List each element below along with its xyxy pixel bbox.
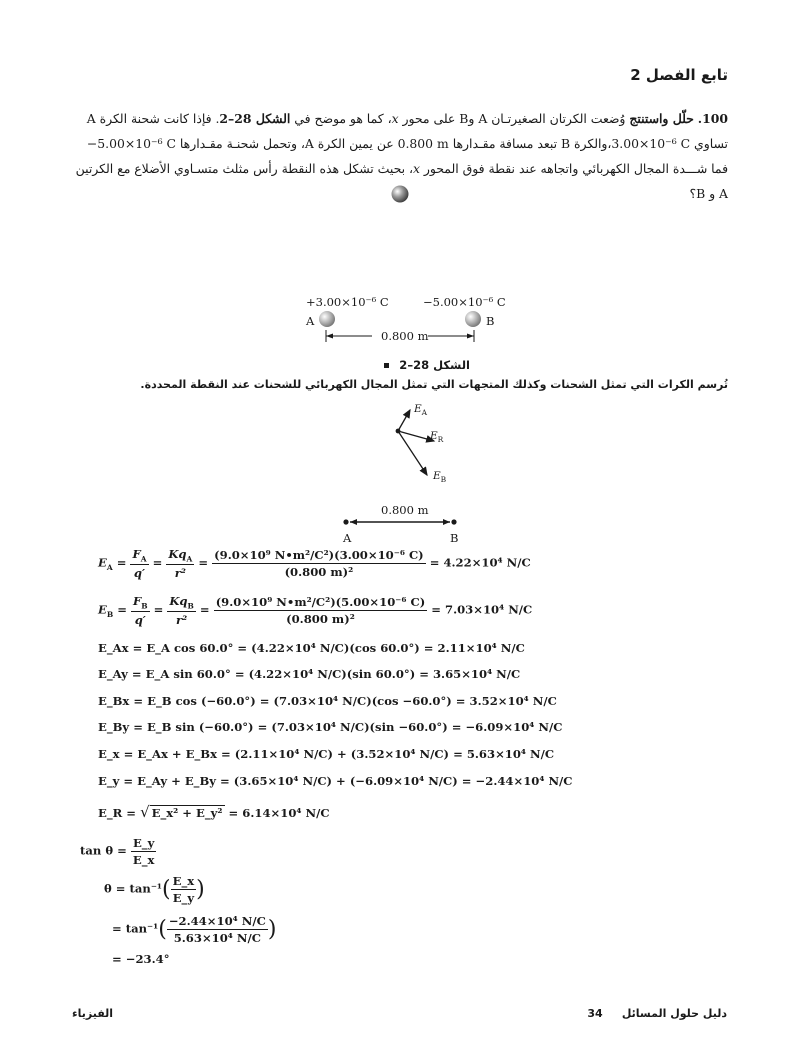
problem-text-3: . فإذا كانت شحنة الكرة A تساوي bbox=[86, 111, 728, 151]
field-vectors-diagram bbox=[390, 400, 470, 490]
equation-ebx: E_Bx = E_B cos (−60.0°) = (7.03×10⁴ N/C)(cos −60.0°) = 3.52×10⁴ N/C bbox=[98, 694, 557, 708]
solution-arrow-left bbox=[350, 519, 357, 525]
charge-a-label: +3.00×10⁻⁶ C bbox=[306, 295, 389, 309]
figure-caption-text: تُرسم الكرات التي تمثل الشحنات وكذلك المتجهات التي تمثل المجال الكهربائي للشحنات عند النقطة المحددة. bbox=[140, 378, 728, 391]
equation-ex: E_x = E_Ax + E_Bx = (2.11×10⁴ N/C) + (3.52×10⁴ N/C) = 5.63×10⁴ N/C bbox=[98, 747, 555, 761]
section-title: تابع الفصل 2 bbox=[630, 66, 728, 84]
solution-distance-label: 0.800 m bbox=[378, 503, 431, 517]
charge-b-value: −5.00×10⁻⁶ bbox=[86, 136, 163, 151]
footer-page-number: 34 bbox=[587, 1007, 603, 1020]
footer-subject: الفيزياء bbox=[72, 1007, 114, 1020]
equation-er: E_R = √ E_x² + E_y² = 6.14×10⁴ N/C bbox=[98, 803, 330, 821]
ea-force-fraction: $\frac{F_A}{q'}$ bbox=[132, 547, 147, 581]
equation-eby: E_By = E_B sin (−60.0°) = (7.03×10⁴ N/C)(sin −60.0°) = −6.09×10⁴ N/C bbox=[98, 720, 563, 734]
solution-point-a bbox=[343, 519, 348, 524]
problem-text-1: وُضعت الكرتان الصغيرتـان A وB على محور bbox=[398, 111, 630, 126]
axis-label: x bbox=[391, 111, 399, 126]
problem-text-4: ،والكرة B تبعد مسافة مقـدارها bbox=[448, 136, 612, 151]
footer-right bbox=[587, 1007, 727, 1020]
problem-text-2: ، كما هو موضح في bbox=[290, 111, 392, 126]
eb-value-fraction: $\frac{\text{(9.0×10⁹ N•m²/C²)(5.00×10⁻⁶ C)}}{\text{(0.800 m)²}}$ bbox=[215, 595, 426, 627]
sphere-b bbox=[465, 311, 481, 327]
separation-label: 0.800 m bbox=[381, 329, 429, 343]
sqrt-icon: √ bbox=[140, 803, 150, 821]
equation-tan: tan θ = $\frac{E\_y}{E\_x}$ bbox=[80, 836, 155, 867]
theta-fraction: $\frac{E\_x}{E\_y}$ bbox=[172, 874, 195, 905]
equation-eay: E_Ay = E_A sin 60.0° = (4.22×10⁴ N/C)(sin 60.0°) = 3.65×10⁴ N/C bbox=[98, 667, 521, 681]
equation-eax: E_Ax = E_A cos 60.0° = (4.22×10⁴ N/C)(cos 60.0°) = 2.11×10⁴ N/C bbox=[98, 641, 525, 655]
eb-coulomb-fraction: $\frac{Kq_B}{\text{r²}}$ bbox=[169, 594, 194, 628]
vector-er-label: $E_R$ bbox=[430, 430, 444, 445]
figure-caption-title bbox=[384, 358, 470, 372]
eb-force-fraction: $\frac{F_B}{q'}$ bbox=[132, 594, 148, 628]
equation-theta: θ = tan⁻¹( $\frac{E\_x}{E\_y}$ ) bbox=[104, 874, 205, 905]
solution-b-label: B bbox=[450, 531, 459, 545]
problem-text-5: عن يمين الكرة A، وتحمل شحنـة مقـدارها bbox=[175, 136, 398, 151]
charge-a-value: 3.00×10⁻⁶ C bbox=[611, 136, 691, 151]
vector-ea-label: $E_A$ bbox=[414, 403, 428, 418]
caption-bullet-icon bbox=[384, 363, 389, 368]
vector-ea bbox=[398, 410, 410, 431]
solution-arrow-right bbox=[443, 519, 450, 525]
equation-ea: $E_A$ = $\frac{F_A}{q'}$ = $\frac{Kq_A}{\text{r²}}$ = $\frac{\text{(9.0×10⁹ N•m²/C²)(3.00×10⁻⁶ C)}}{\text{(0.800 m)²}}$ = 4.22×10⁴ N/C bbox=[98, 547, 531, 581]
distance-value: 0.800 m bbox=[397, 136, 449, 151]
solution-a-label: A bbox=[343, 531, 352, 545]
charge-b-label: −5.00×10⁻⁶ C bbox=[423, 295, 506, 309]
point-a-label: A bbox=[306, 314, 315, 328]
problem-number: 100. bbox=[697, 111, 728, 126]
footer-guide-title: دليل حلول المسائل bbox=[621, 1007, 727, 1020]
equation-ey: E_y = E_Ay + E_By = (3.65×10⁴ N/C) + (−6.09×10⁴ N/C) = −2.44×10⁴ N/C bbox=[98, 774, 573, 788]
problem-text-7: ، بحيث تشكل هذه النقطة رأس مثلث متسـاوي الأضلاع مع الكرتين A و B؟ bbox=[75, 161, 728, 201]
equation-eb: $E_B$ = $\frac{F_B}{q'}$ = $\frac{Kq_B}{\text{r²}}$ = $\frac{\text{(9.0×10⁹ N•m²/C²)(5.00×10⁻⁶ C)}}{\text{(0.800 m)²}}$ = 7.03×10⁴ N/C bbox=[98, 594, 533, 628]
sphere-a bbox=[319, 311, 335, 327]
axis-label-2: x bbox=[412, 161, 420, 176]
problem-text-6: C فما شـــدة المجال الكهربائي واتجاهه عند نقطة فوق المحور bbox=[162, 136, 728, 176]
ea-value-fraction: $\frac{\text{(9.0×10⁹ N•m²/C²)(3.00×10⁻⁶ C)}}{\text{(0.800 m)²}}$ bbox=[214, 548, 424, 580]
caption-title-text: الشكل 28–2 bbox=[399, 358, 470, 372]
decorative-sphere-icon bbox=[390, 184, 410, 204]
theta-value-fraction: $\frac{\text{−2.44×10⁴ N/C}}{\text{5.63×10⁴ N/C}}$ bbox=[168, 914, 266, 945]
problem-verb: حلّل واستنتج bbox=[629, 111, 694, 126]
dimension-arrow-right bbox=[467, 334, 474, 339]
vector-eb-label: $E_B$ bbox=[433, 470, 447, 485]
dimension-arrow-left bbox=[326, 334, 333, 339]
tan-fraction: $\frac{E\_y}{E\_x}$ bbox=[132, 836, 155, 867]
solution-point-b bbox=[451, 519, 456, 524]
equation-theta-result: = −23.4° bbox=[112, 952, 170, 966]
point-b-label: B bbox=[486, 314, 495, 328]
ea-coulomb-fraction: $\frac{Kq_A}{\text{r²}}$ bbox=[168, 547, 193, 581]
equation-theta-value: = tan⁻¹( $\frac{\text{−2.44×10⁴ N/C}}{\text{5.63×10⁴ N/C}}$ ) bbox=[112, 914, 277, 945]
figure-reference: الشكل 28–2 bbox=[219, 111, 291, 126]
